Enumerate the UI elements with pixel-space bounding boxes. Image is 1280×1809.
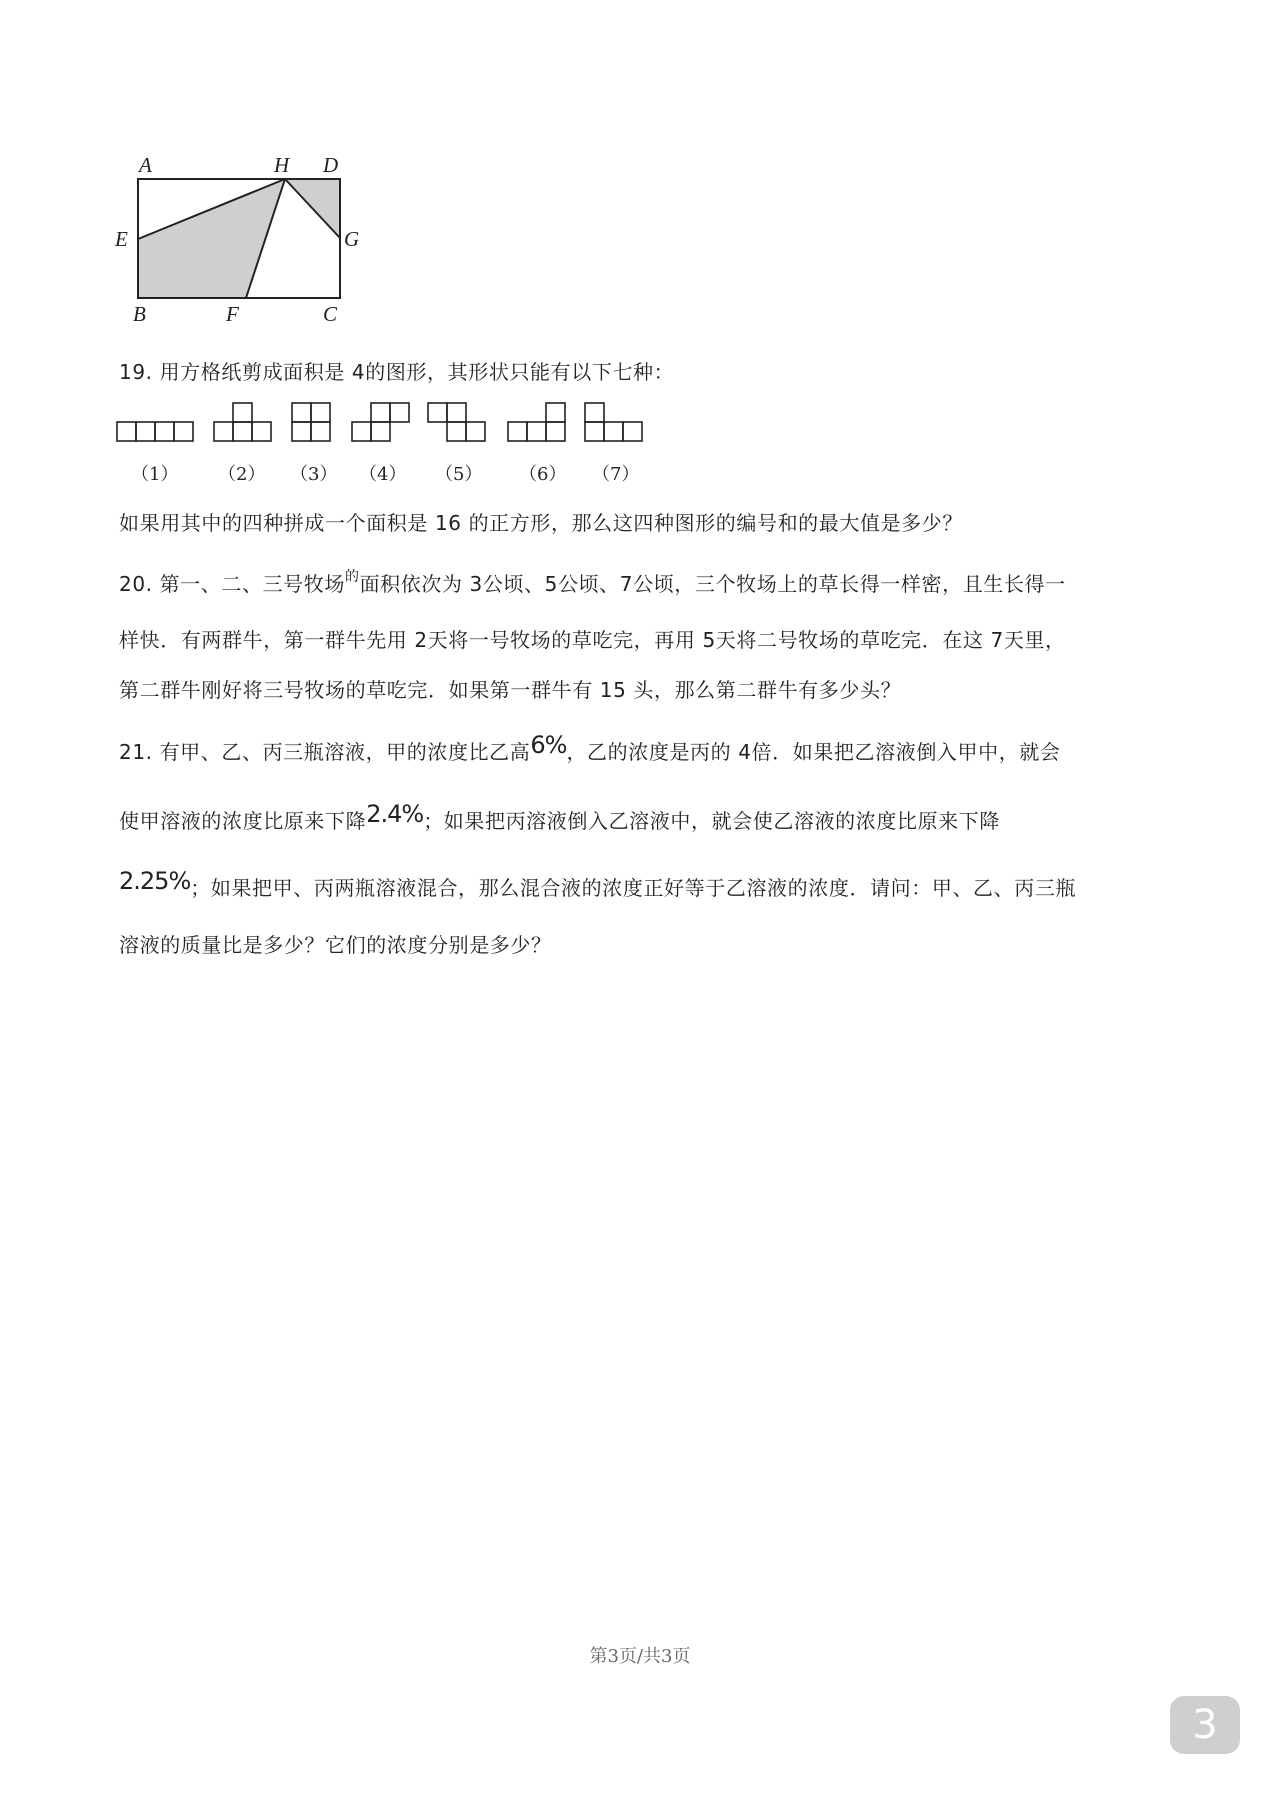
caption-2: （2） [218,464,266,485]
tetromino-1 [117,422,193,441]
tetromino-2 [214,403,271,441]
q21-pct-2-25: 2.25% [119,867,191,895]
tetromino-6 [508,403,565,441]
caption-3: （3） [290,464,338,485]
q21-line2-part2: ；如果把丙溶液倒入乙溶液中，就会使乙溶液的浓度比原来下降 [423,809,1000,833]
tetromino-4 [352,403,409,441]
q21-text-line3 [119,867,1077,903]
caption-4: （4） [359,464,407,485]
caption-5: （5） [435,464,483,485]
caption-1: （1） [131,464,179,485]
label-a: A [139,153,152,177]
tetromino-5 [428,403,485,441]
caption-6: （6） [519,464,567,485]
label-f: F [226,302,239,326]
page-number-footer: 第3页/共3页 [589,1646,691,1667]
q21-line2-part1: 使甲溶液的浓度比原来下降 [119,809,367,833]
q21-text-line1 [119,731,1061,767]
q21-line1-part1: 21. 有甲、乙、丙三瓶溶液，甲的浓度比乙高 [119,740,531,764]
label-h: H [274,153,290,177]
q21-pct-6: 6% [530,731,567,759]
q21-line1-part2: ，乙的浓度是丙的 4倍．如果把乙溶液倒入甲中，就会 [566,740,1061,764]
label-g: G [344,227,360,251]
label-b: B [133,302,146,326]
q20-line1-superscript: 的 [344,569,360,585]
q19-text-line1: 19. 用方格纸剪成面积是 4的图形，其形状只能有以下七种： [119,360,675,384]
page-badge[interactable]: 3 [1170,1696,1240,1754]
label-e: E [115,227,128,251]
q19-text-line2: 如果用其中的四种拼成一个面积是 16 的正方形，那么这四种图形的编号和的最大值是多少？ [119,511,963,535]
q20-text-line2: 样快．有两群牛，第一群牛先用 2天将一号牧场的草吃完，再用 5天将二号牧场的草吃完．在这 7天里， [119,628,1066,652]
tetromino-7 [585,403,642,441]
label-d: D [323,153,339,177]
label-c: C [323,302,338,326]
q21-text-line4: 溶液的质量比是多少？它们的浓度分别是多少？ [119,933,552,957]
q20-line1-part2: 面积依次为 3公顷、5公顷、7公顷，三个牧场上的草长得一样密，且生长得一 [359,572,1066,596]
q21-pct-2-4: 2.4% [366,800,424,828]
q20-line1-part1: 20. 第一、二、三号牧场 [119,572,345,596]
shaded-region-left [138,179,285,298]
caption-7: （7） [592,464,640,485]
q21-line3-part2: ；如果把甲、丙两瓶溶液混合，那么混合液的浓度正好等于乙溶液的浓度．请问：甲、乙、丙三瓶 [190,876,1077,900]
q20-text-line3: 第二群牛刚好将三号牧场的草吃完．如果第一群牛有 15 头，那么第二群牛有多少头？ [119,678,902,702]
q21-text-line2 [119,800,1000,836]
tetromino-3 [292,403,330,441]
tetromino-shapes [100,400,660,450]
q20-text-line1 [119,569,1066,602]
